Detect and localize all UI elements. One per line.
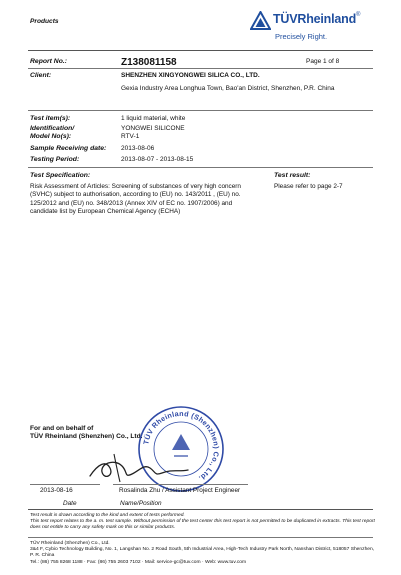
footer-notes <box>30 513 375 532</box>
signoff-name: Rosalinda Zhu / Assistant Project Engineer <box>119 487 241 494</box>
report-no-label: Report No.: <box>30 58 68 65</box>
test-items-value: 1 liquid material, white <box>121 115 186 122</box>
document-category: Products <box>30 18 59 25</box>
signoff-date: 2013-08-16 <box>40 487 73 494</box>
footer-divider <box>28 509 373 510</box>
footer-company-address: 3&4 F, Cybio Technology Building, No. 1, Langshan No. 2 Road South, 5th Industrial Area, High-Tech Industry Park North, Nanshan District, 518057 Shenzhen, P. R. China <box>30 547 375 559</box>
test-spec-label: Test Specification: <box>30 172 91 179</box>
test-items-label: Test item(s): <box>30 115 71 122</box>
identification-label: Identification/ <box>30 125 75 132</box>
divider <box>28 167 373 168</box>
sample-date-value: 2013-08-06 <box>121 145 155 152</box>
footer-note-2: This test report relates to the a. m. test sample. Without permission of the test center this test report is not permitted to be duplicated in extracts. This test report does not entitle to carry any safety mark on this or similar products. <box>30 519 375 531</box>
divider <box>28 68 373 69</box>
on-behalf-line: For and on behalf of <box>30 425 94 432</box>
client-name: SHENZHEN XINGYONGWEI SILICA CO., LTD. <box>121 72 260 79</box>
test-spec-text: Risk Assessment of Articles: Screening of substances of very high concern (SVHC) subject to authorisation, according to (EU) no. 143/2011 , (EU) no. 125/2012 and (EU) no. 348/2013 (Annex XIV of EC no. 1907/2006) and candidate list by European Chemical Agency (ECHA) <box>30 183 241 215</box>
on-behalf-company: TÜV Rheinland (Shenzhen) Co., Ltd. <box>30 433 143 440</box>
footer-note-1: Test result is drawn according to the kind and extent of tests performed. <box>30 513 185 518</box>
sample-date-label: Sample Receiving date: <box>30 145 107 152</box>
stamp-text: TÜV Rheinland (Shenzhen) Co., Ltd. <box>141 408 222 484</box>
tuv-triangle-icon <box>250 11 271 30</box>
name-caption: Name/Position <box>120 500 162 507</box>
footer-company-name: TÜV Rheinland (Shenzhen) Co., Ltd. <box>30 541 110 546</box>
footer-company-contact: Tel.: (86) 755 8268 1188 · Fax: (86) 755 2603 7102 · Mail: service-gc@tuv.com · Web: www.tuv.com <box>30 559 247 565</box>
logo-wordmark: TÜVRheinland® <box>273 12 361 26</box>
divider <box>28 110 373 111</box>
tuv-logo <box>250 11 382 45</box>
logo-tagline: Precisely Right. <box>275 32 328 41</box>
date-caption: Date <box>63 500 77 507</box>
test-result-label: Test result: <box>274 172 311 179</box>
page-indicator: Page 1 of 8 <box>306 58 340 65</box>
model-no-value: RTV-1 <box>121 133 140 140</box>
footer-divider-2 <box>28 537 373 538</box>
testing-period-value: 2013-08-07 - 2013-08-15 <box>121 156 194 163</box>
footer-company <box>30 541 375 566</box>
client-address: Gexia Industry Area Longhua Town, Bao'an District, Shenzhen, P.R. China <box>121 85 335 92</box>
client-label: Client: <box>30 72 52 79</box>
report-number: Z138081158 <box>121 57 177 68</box>
handwritten-signature <box>84 446 194 486</box>
header-divider <box>28 50 373 51</box>
date-signature-line <box>30 484 100 485</box>
testing-period-label: Testing Period: <box>30 156 80 163</box>
model-no-label: Model No(s): <box>30 133 72 140</box>
test-result-text: Please refer to page 2-7 <box>274 183 343 190</box>
name-signature-line <box>113 484 248 485</box>
identification-value: YONGWEI SILICONE <box>121 125 185 132</box>
